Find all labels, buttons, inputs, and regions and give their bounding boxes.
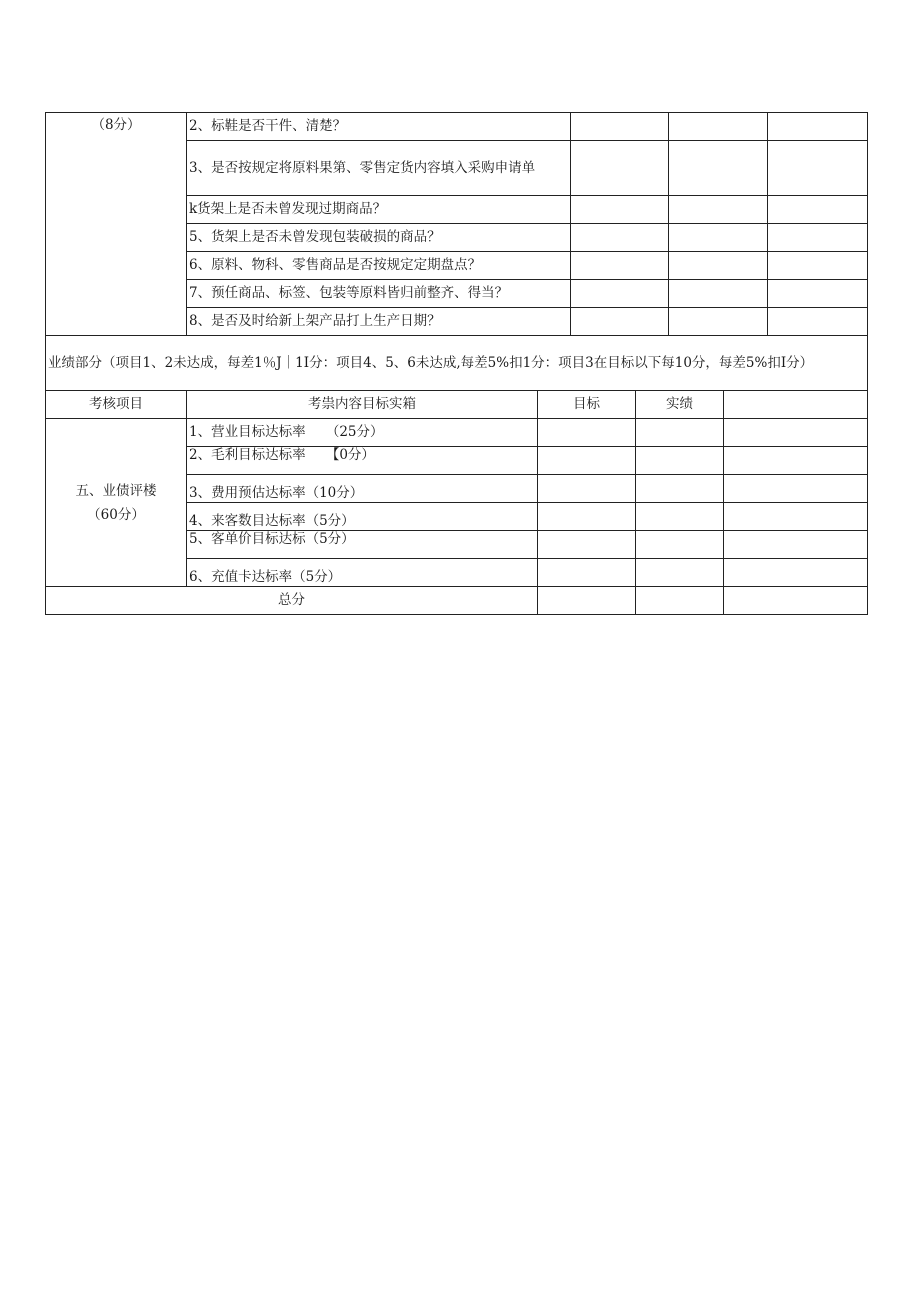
- performance-assessment-table: [45, 390, 868, 615]
- header-assessment-item: 考核项目: [46, 391, 187, 419]
- assessment-item: 3、是否按规定将原料果第、零售定货内容填入采购申请单: [187, 141, 571, 196]
- assessment-item: 5、货架上是否未曾发现包装破损的商品？: [187, 224, 571, 252]
- header-blank: [724, 391, 868, 419]
- score-cell[interactable]: [724, 475, 868, 503]
- total-score-cell[interactable]: [724, 587, 868, 615]
- assessment-item: 1、营业目标达标率 （25分）: [187, 419, 538, 447]
- total-label: 总分: [46, 587, 538, 615]
- table-row: [46, 419, 868, 447]
- score-cell[interactable]: [768, 196, 868, 224]
- table-header-row: [46, 391, 868, 419]
- target-cell[interactable]: [538, 559, 636, 587]
- score-cell[interactable]: [724, 503, 868, 531]
- assessment-item: 5、客单价目标达标（5分）: [187, 531, 538, 559]
- score-cell[interactable]: [571, 280, 669, 308]
- actual-cell[interactable]: [636, 419, 724, 447]
- target-cell[interactable]: [538, 475, 636, 503]
- assessment-item: 2、标鞋是否干件、清楚？: [187, 113, 571, 141]
- target-cell[interactable]: [538, 419, 636, 447]
- category-score-cell: （8分）: [46, 113, 187, 336]
- assessment-item: 3、费用预估达标率（10分）: [187, 475, 538, 503]
- upper-assessment-table: [45, 112, 868, 391]
- score-cell[interactable]: [724, 531, 868, 559]
- score-cell[interactable]: [571, 141, 669, 196]
- score-cell[interactable]: [571, 308, 669, 336]
- score-cell[interactable]: [724, 419, 868, 447]
- actual-cell[interactable]: [636, 559, 724, 587]
- header-target: 目标: [538, 391, 636, 419]
- table-row: [46, 113, 868, 141]
- actual-cell[interactable]: [636, 503, 724, 531]
- assessment-item: 6、充值卡达标率（5分）: [187, 559, 538, 587]
- performance-category-cell: [46, 419, 187, 587]
- score-cell[interactable]: [669, 113, 768, 141]
- category-score: （60分）: [87, 506, 145, 523]
- score-cell[interactable]: [768, 141, 868, 196]
- assessment-item: 2、毛利目标达标率 【0分）: [187, 447, 538, 475]
- performance-note-row: [46, 336, 868, 391]
- score-cell[interactable]: [768, 224, 868, 252]
- score-cell[interactable]: [571, 252, 669, 280]
- target-cell[interactable]: [538, 531, 636, 559]
- assessment-item: k货架上是否未曾发现过期商品？: [187, 196, 571, 224]
- category-title: 五、业债评楼: [75, 482, 157, 499]
- score-cell[interactable]: [571, 113, 669, 141]
- score-cell[interactable]: [669, 141, 768, 196]
- score-cell[interactable]: [669, 308, 768, 336]
- assessment-item: 7、预任商品、标签、包装等原料皆归前整齐、得当？: [187, 280, 571, 308]
- score-cell[interactable]: [768, 280, 868, 308]
- assessment-item: 8、是否及时给新上架产品打上生产日期？: [187, 308, 571, 336]
- score-cell[interactable]: [669, 252, 768, 280]
- total-row: [46, 587, 868, 615]
- assessment-item: 6、原料、物科、零售商品是否按规定定期盘点？: [187, 252, 571, 280]
- actual-cell[interactable]: [636, 475, 724, 503]
- score-cell[interactable]: [768, 252, 868, 280]
- header-actual: 实绩: [636, 391, 724, 419]
- total-actual-cell[interactable]: [636, 587, 724, 615]
- target-cell[interactable]: [538, 447, 636, 475]
- score-cell[interactable]: [724, 559, 868, 587]
- header-assessment-content: 考祟内容目标实箱: [187, 391, 538, 419]
- performance-note: 业绩部分（项目1、2未达成，每差1％J｜1I分：项目4、5、6未达成,每差5%扣1分：项目3在目标以下每10分，每差5%扣I分）: [46, 336, 868, 391]
- score-cell[interactable]: [571, 196, 669, 224]
- score-cell[interactable]: [669, 280, 768, 308]
- assessment-item: 4、来客数目达标率（5分）: [187, 503, 538, 531]
- score-cell[interactable]: [724, 447, 868, 475]
- score-cell[interactable]: [768, 113, 868, 141]
- score-cell[interactable]: [669, 224, 768, 252]
- score-cell[interactable]: [768, 308, 868, 336]
- actual-cell[interactable]: [636, 531, 724, 559]
- total-target-cell[interactable]: [538, 587, 636, 615]
- score-cell[interactable]: [669, 196, 768, 224]
- score-cell[interactable]: [571, 224, 669, 252]
- actual-cell[interactable]: [636, 447, 724, 475]
- target-cell[interactable]: [538, 503, 636, 531]
